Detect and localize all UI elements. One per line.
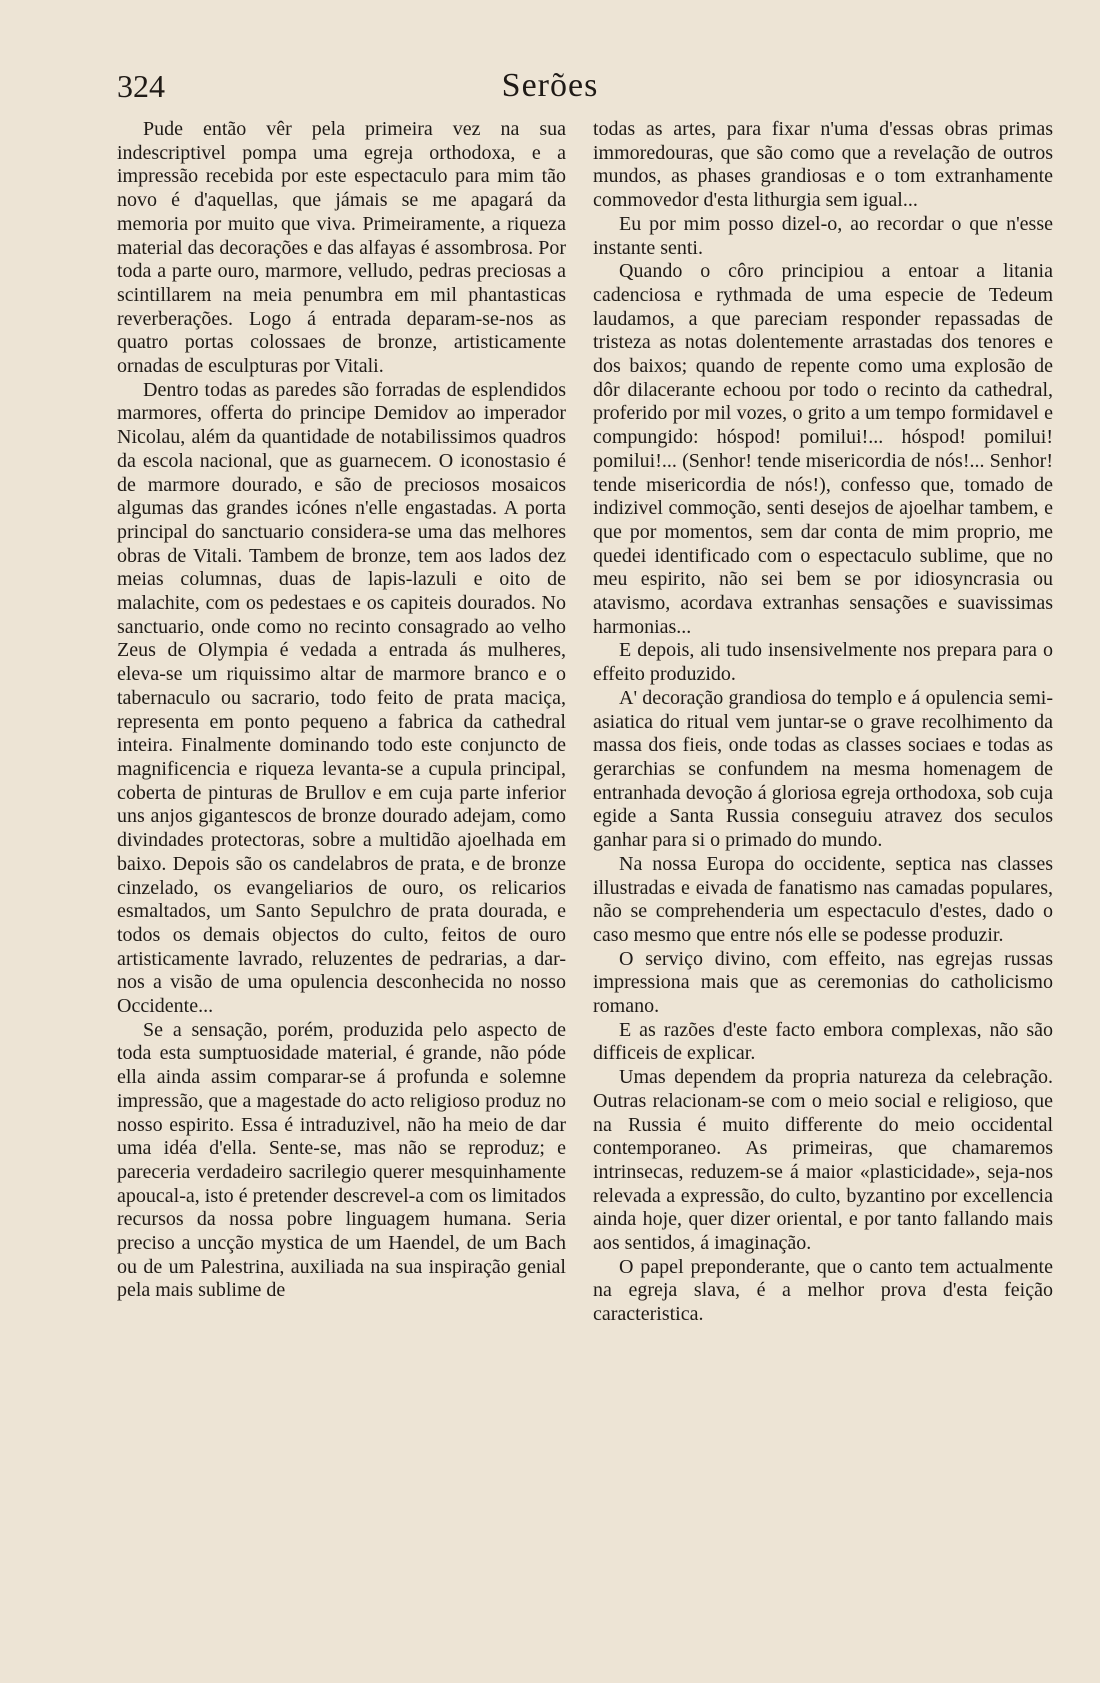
paragraph: E depois, ali tudo insensivelmente nos prepara para o effeito produzido.	[593, 639, 1053, 686]
left-column	[117, 118, 566, 1303]
paragraph: E as razões d'este facto embora complexas, não são difficeis de explicar.	[593, 1018, 1053, 1065]
paragraph: Na nossa Europa do occidente, septica nas classes illustradas e eivada de fanatismo nas camadas populares, não se comprehenderia um espectaculo d'estes, dado o caso mesmo que entre nós elle se podesse produzir.	[593, 852, 1053, 946]
paragraph: Pude então vêr pela primeira vez na sua indescriptivel pompa uma egreja orthodoxa, e a impressão recebida por este espectaculo para mim tão novo é d'aquellas, que jámais se me apagará da memoria por muito que viva. Primeiramente, a riqueza material das decorações e das alfayas é assombrosa. Por toda a parte ouro, marmore, velludo, pedras preciosas a scintillarem na meia penumbra em mil phantasticas reverberações. Logo á entrada deparam-se-nos as quatro portas colossaes de bronze, artisticamente ornadas de esculpturas por Vitali.	[117, 118, 566, 378]
paragraph: Umas dependem da propria natureza da celebração. Outras relacionam-se com o meio social e religioso, que na Russia é muito differente do meio occidental contemporaneo. As primeiras, que chamaremos intrinsecas, reduzem-se á maior «plasticidade», seja-nos relevada a expressão, do culto, byzantino por excellencia ainda hoje, quer dizer oriental, e por tanto fallando mais aos sentidos, á imaginação.	[593, 1066, 1053, 1255]
paragraph: Dentro todas as paredes são forradas de esplendidos marmores, offerta do principe Demidov ao imperador Nicolau, além da quantidade de notabilissimos quadros da escola nacional, que as guarnecem. O iconostasio é de marmore dourado, e são de preciosos mosaicos algumas das grandes icónes n'elle engastadas. A porta principal do sanctuario considera-se uma das melhores obras de Vitali. Tambem de bronze, tem aos lados dez meias columnas, duas de lapis-lazuli e oito de malachite, com os pedestaes e os capiteis dourados. No sanctuario, onde como no recinto consagrado ao velho Zeus de Olympia é vedada a entrada ás mulheres, eleva-se um riquissimo altar de marmore branco e o tabernaculo ou sacrario, todo feito de prata maciça, representa em ponto pequeno a fabrica da cathedral inteira. Finalmente dominando todo este conjuncto de magnificencia e riqueza levanta-se a cupula principal, coberta de pinturas de Brullov e em cuja parte inferior uns anjos gigantescos de bronze dourado adejam, como divindades protectoras, sobre a multidão ajoelhada em baixo. Depois são os candelabros de prata, e de bronze cinzelado, os evangeliarios de ouro, os relicarios esmaltados, um Santo Sepulchro de prata dourada, e todos os demais objectos do culto, feitos de ouro artisticamente lavrado, reluzentes de pedrarias, a dar-nos a visão de uma opulencia desconhecida no nosso Occidente...	[117, 378, 566, 1018]
paragraph: Eu por mim posso dizel-o, ao recordar o que n'esse instante senti.	[593, 212, 1053, 259]
paragraph: Se a sensação, porém, produzida pelo aspecto de toda esta sumptuosidade material, é grande, não póde ella ainda assim comparar-se á profunda e solemne impressão, que a magestade do acto religioso produz no nosso espirito. Essa é intraduzivel, não ha meio de dar uma idéa d'ella. Sente-se, mas não se reproduz; e pareceria verdadeiro sacrilegio querer mesquinhamente apoucal-a, isto é pretender descrevel-a com os limitados recursos da nossa pobre linguagem humana. Seria preciso a uncção mystica de um Haendel, de um Bach ou de um Palestrina, auxiliada na sua inspiração genial pela mais sublime de	[117, 1018, 566, 1302]
right-column	[593, 118, 1053, 1327]
paragraph: A' decoração grandiosa do templo e á opulencia semi-asiatica do ritual vem juntar-se o grave recolhimento da massa dos fieis, onde todas as classes sociaes e todas as gerarchias se confundem na mesma homenagem de entranhada devoção á gloriosa egreja orthodoxa, sob cuja egide a Santa Russia conseguiu atravez dos seculos ganhar para si o primado do mundo.	[593, 686, 1053, 852]
paragraph: O papel preponderante, que o canto tem actualmente na egreja slava, é a melhor prova d'esta feição caracteristica.	[593, 1255, 1053, 1326]
running-title: Serões	[501, 67, 599, 104]
page-number: 324	[117, 68, 165, 104]
paragraph: O serviço divino, com effeito, nas egrejas russas impressiona mais que as ceremonias do catholicismo romano.	[593, 947, 1053, 1018]
paragraph: todas as artes, para fixar n'uma d'essas obras primas immoredouras, que são como que a revelação de outros mundos, as phases grandiosas e o tom extranhamente commovedor d'esta lithurgia sem igual...	[593, 118, 1053, 212]
paragraph: Quando o côro principiou a entoar a litania cadenciosa e rythmada de uma especie de Tedeum laudamos, a que pareciam responder repassadas de tristeza as notas dolentemente arrastadas dos tenores e dos baixos; quando de repente como uma explosão de dôr dilacerante echoou por todo o recinto da cathedral, proferido por mil vozes, o grito a um tempo formidavel e compungido: hóspod! pomilui!... hóspod! pomilui! pomilui!... (Senhor! tende misericordia de nós!... Senhor! tende misericordia de nós!), confesso que, tomado de indizivel commoção, senti desejos de ajoelhar tambem, e que por momentos, sem dar conta de mim proprio, me quedei identificado com o espectaculo sublime, que no meu espirito, não sei bem se por idiosyncrasia ou atavismo, acordava extranhas sensações e suavissimas harmonias...	[593, 260, 1053, 638]
